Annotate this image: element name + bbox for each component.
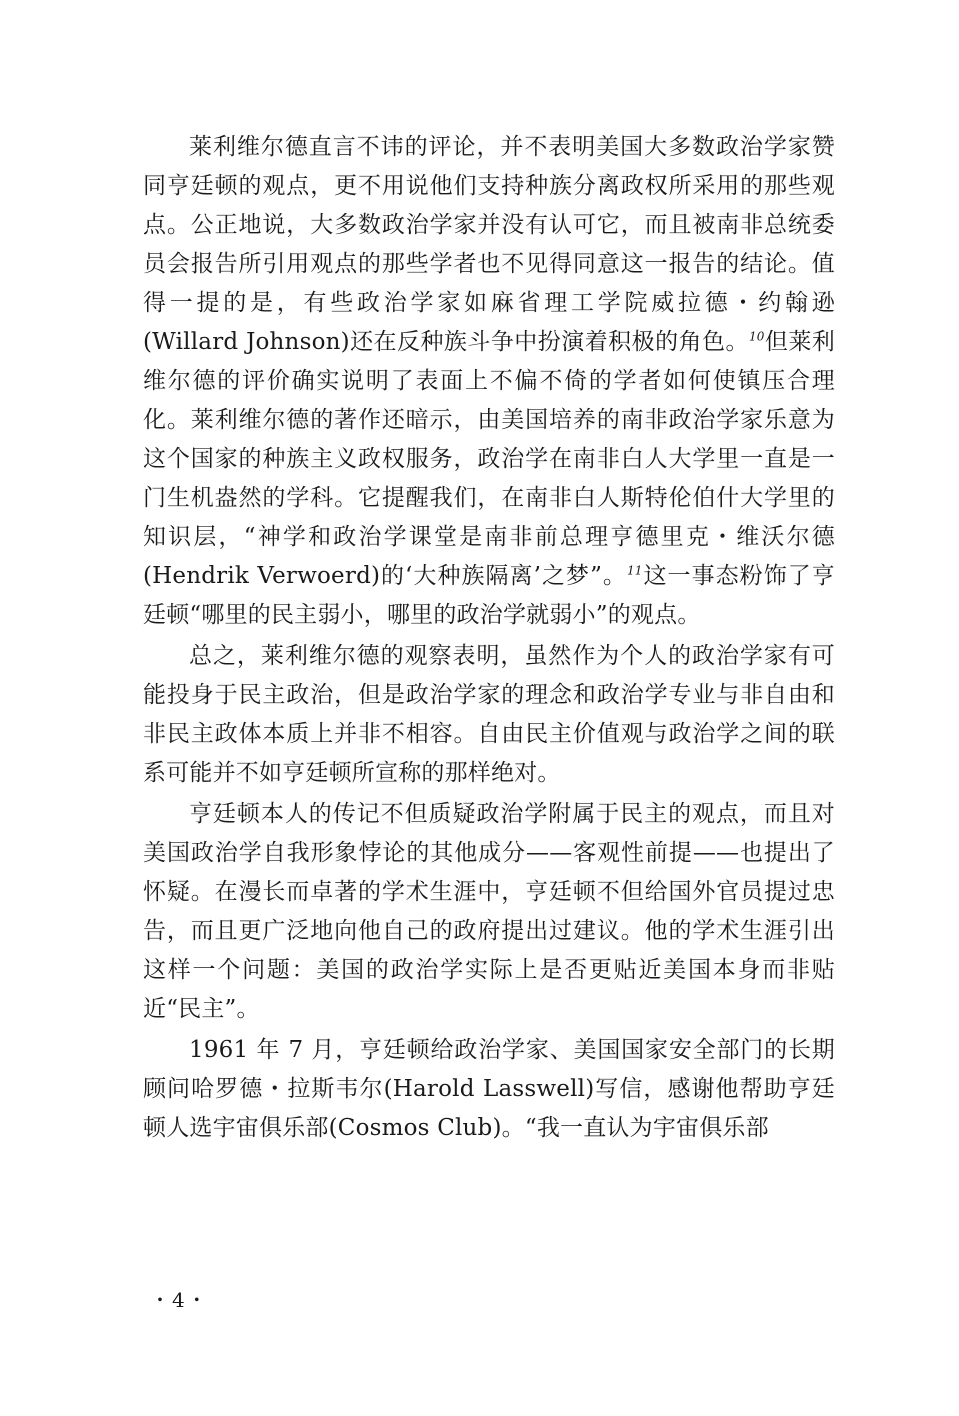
paragraph-1 (143, 128, 835, 635)
paragraph-1-text-b: 但莱利维尔德的评价确实说明了表面上不偏不倚的学者如何使镇压合理化。莱利维尔德的著作还暗示，由美国培养的南非政治学家乐意为这个国家的种族主义政权服务，政治学在南非白人大学里一直是一门生机盎然的学科。它提醒我们，在南非白人斯特伦伯什大学里的知识层，“神学和政治学课堂是南非前总理亨德里克・维沃尔德(Hendrik Verwoerd)的‘大种族隔离’之梦”。 (143, 329, 835, 589)
paragraph-1-text-a: 莱利维尔德直言不讳的评论，并不表明美国大多数政治学家赞同亨廷顿的观点，更不用说他们支持种族分离政权所采用的那些观点。公正地说，大多数政治学家并没有认可它，而且被南非总统委员会报告所引用观点的那些学者也不见得同意这一报告的结论。值得一提的是，有些政治学家如麻省理工学院威拉德・约翰逊(Willard Johnson)还在反种族斗争中扮演着积极的角色。 (143, 134, 835, 355)
page-body (143, 128, 835, 1148)
footnote-marker-11: 11 (626, 563, 643, 578)
paragraph-3: 亨廷顿本人的传记不但质疑政治学附属于民主的观点，而且对美国政治学自我形象悖论的其他成分——客观性前提——也提出了怀疑。在漫长而卓著的学术生涯中，亨廷顿不但给国外官员提过忠告，而且更广泛地向他自己的政府提出过建议。他的学术生涯引出这样一个问题：美国的政治学实际上是否更贴近美国本身而非贴近“民主”。 (143, 801, 835, 1022)
footnote-marker-10: 10 (748, 329, 765, 344)
paragraph-2: 总之，莱利维尔德的观察表明，虽然作为个人的政治学家有可能投身于民主政治，但是政治学家的理念和政治学专业与非自由和非民主政体本质上并非不相容。自由民主价值观与政治学之间的联系可能并不如亨廷顿所宣称的那样绝对。 (143, 643, 835, 786)
page-number: ・4・ (150, 1288, 209, 1312)
paragraph-4: 1961 年 7 月，亨廷顿给政治学家、美国国家安全部门的长期顾问哈罗德・拉斯韦尔(Harold Lasswell)写信，感谢他帮助亨廷顿人选宇宙俱乐部(Cosmos Club)。“我一直认为宇宙俱乐部 (143, 1037, 835, 1141)
paragraph-1-text-c: 这一事态粉饰了亨廷顿“哪里的民主弱小，哪里的政治学就弱小”的观点。 (143, 563, 835, 628)
